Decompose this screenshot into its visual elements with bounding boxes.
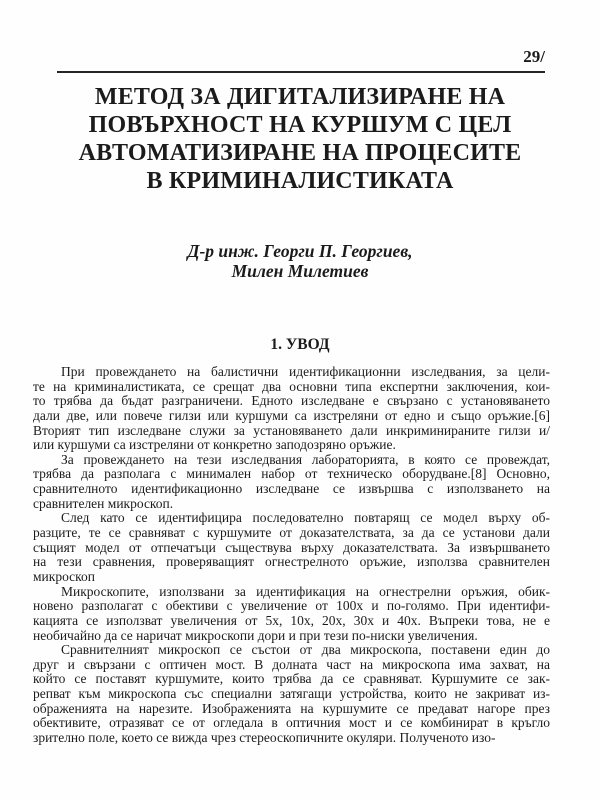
author-line: Милен Милетиев xyxy=(231,261,369,281)
title-line: В КРИМИНАЛИСТИКАТА xyxy=(146,168,454,194)
body-text-line: то трябва да бъдат разграничени. Едното изследване е свързано с установяването xyxy=(33,393,550,409)
authors-block xyxy=(40,241,560,281)
body-text-line: на тези сравнения, проверяващият огнестрелното оръжие, използва сравнителен xyxy=(33,554,550,570)
page-number: 29/ xyxy=(523,47,545,66)
header-rule xyxy=(57,71,545,73)
body-text-line: зрително поле, което се вижда чрез стереоскопичните окуляри. Полученото изо- xyxy=(33,730,496,746)
body-paragraph xyxy=(33,643,550,745)
paper-title xyxy=(40,83,560,195)
body-text xyxy=(33,365,550,746)
body-paragraph xyxy=(33,365,550,453)
body-text-line: След като се идентифицира последователно повтарящ се модел върху об- xyxy=(61,510,550,526)
body-text-line: новено разполагат с обективи с увеличение от 100х и по-голямо. При идентифи- xyxy=(33,598,550,614)
body-text-line: дали две, или повече гилзи или куршуми са изстреляни от едно и също оръжие.[6] xyxy=(33,407,550,423)
body-text-line: При провеждането на балистични идентификационни изследвания, за цели- xyxy=(61,364,550,379)
body-text-line: ображенията на нарезите. Изображенията на куршумите се предават нагоре през xyxy=(33,700,550,716)
body-paragraph xyxy=(33,585,550,644)
body-text-line: Микроскопите, използвани за идентификация на огнестрелни оръжия, обик- xyxy=(61,583,550,599)
body-text-line: необичайно да се наричат микроскопи дори и при тези по-ниски увеличения. xyxy=(33,627,478,643)
body-text-line: който се поставят куршумите, които трябва да се сравняват. Куршумите се зак- xyxy=(33,671,550,687)
body-text-line: кацията се използват увеличения от 5х, 10х, 20х, 30х и 40х. Въпреки това, не е xyxy=(33,612,550,628)
body-text-line: Сравнителният микроскоп се състои от два микроскопа, поставени един до xyxy=(61,642,550,658)
body-text-line: друг и свързани с оптичен мост. В долната част на микроскопа има захват, на xyxy=(33,656,550,672)
title-line: АВТОМАТИЗИРАНЕ НА ПРОЦЕСИТЕ xyxy=(78,140,522,166)
body-text-line: сравнителен микроскоп. xyxy=(33,495,174,511)
body-text-line: сравнителното идентификационно изследване се извършва с използването на xyxy=(33,481,550,497)
body-text-line: обективите, отразяват се от огледала в оптичния мост и се комбинират в кръгло xyxy=(33,715,550,731)
body-text-line: Вторият тип изследване служи за установяването дали инкриминираните гилзи и/ xyxy=(33,422,550,438)
body-paragraph xyxy=(33,511,550,584)
body-text-line: репват към микроскопа със специални затягащи устройства, които не закриват из- xyxy=(33,686,550,702)
body-text-line: същият модел от отпечатъци съществува върху доказателствата. За извършването xyxy=(33,539,550,555)
body-text-line: разците, те се сравняват с куршумите от доказателствата, за да се установи дали xyxy=(33,525,550,541)
body-text-line: микроскоп xyxy=(33,568,96,584)
body-text-line: те на криминалистиката, се срещат два основни типа експертни заключения, кои- xyxy=(33,378,550,394)
body-text-line: трябва да разполага с минимален набор от техническо оборудване.[8] Основно, xyxy=(33,466,550,482)
section-heading: 1. УВОД xyxy=(270,336,330,353)
title-line: ПОВЪРХНОСТ НА КУРШУМ С ЦЕЛ xyxy=(88,112,512,138)
body-text-line: За провеждането на тези изследвания лабораторията, в която се провеждат, xyxy=(61,451,550,467)
body-text-line: или куршуми са изстреляни от конкретно заподозряно оръжие. xyxy=(33,437,396,453)
title-line: МЕТОД ЗА ДИГИТАЛИЗИРАНЕ НА xyxy=(94,84,506,110)
body-paragraph xyxy=(33,453,550,512)
author-line: Д-р инж. Георги П. Георгиев, xyxy=(187,241,413,261)
